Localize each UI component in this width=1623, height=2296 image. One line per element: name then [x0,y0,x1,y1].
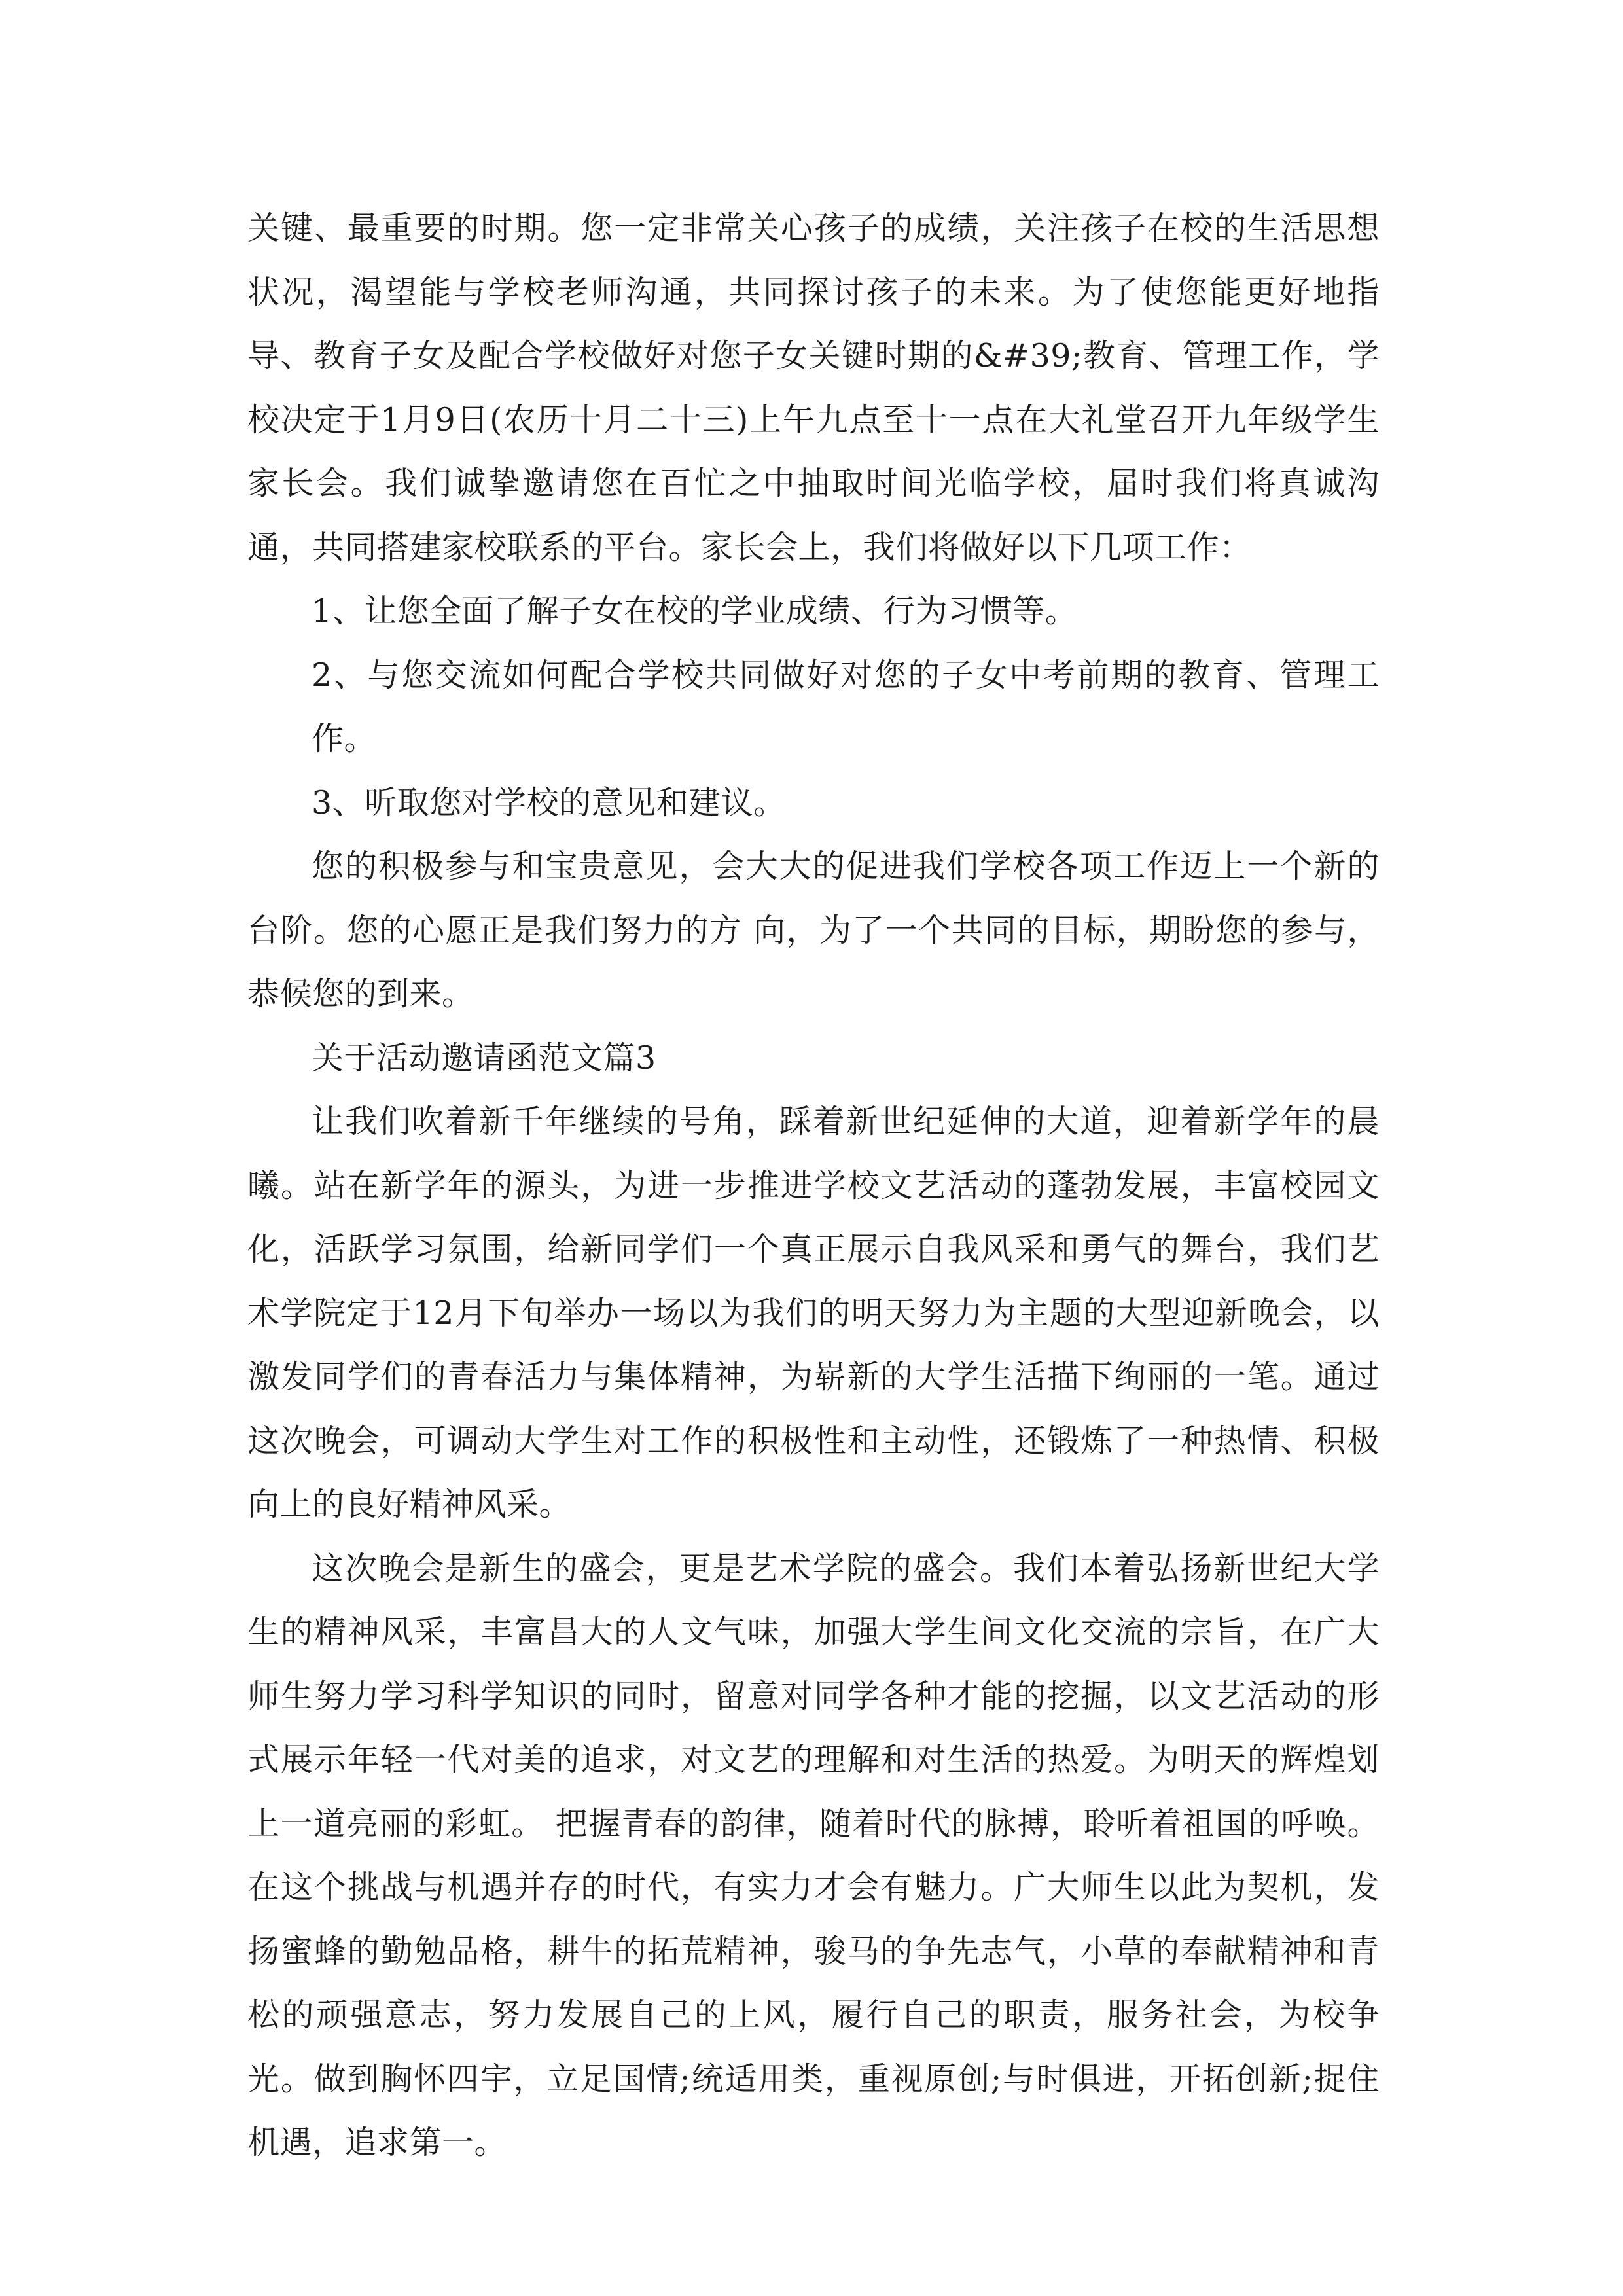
paragraph: 这次晚会是新生的盛会，更是艺术学院的盛会。我们本着弘扬新世纪大学生的精神风采，丰富昌大的人文气味，加强大学生间文化交流的宗旨，在广大师生努力学习科学知识的同时，留意对同学各种才能的挖掘，以文艺活动的形式展示年轻一代对美的追求，对文艺的理解和对生活的热爱。为明天的辉煌划上一道亮丽的彩虹。 把握青春的韵律，随着时代的脉搏，聆听着祖国的呼唤。在这个挑战与机遇并存的时代，有实力才会有魅力。广大师生以此为契机，发扬蜜蜂的勤勉品格，耕牛的拓荒精神，骏马的争先志气，小草的奉献精神和青松的顽强意志，努力发展自己的上风，履行自己的职责，服务社会，为校争光。做到胸怀四宇，立足国情;统适用类，重视原创;与时俱进，开拓创新;捉住机遇，追求第一。 [247,1549,1380,2161]
section-heading: 关于活动邀请函范文篇3 [312,1039,656,1077]
paragraph: 让我们吹着新千年继续的号角，踩着新世纪延伸的大道，迎着新学年的晨曦。站在新学年的源头，为进一步推进学校文艺活动的蓬勃发展，丰富校园文化，活跃学习氛围，给新同学们一个真正展示自我风采和勇气的舞台，我们艺术学院定于12月下旬举办一场以为我们的明天努力为主题的大型迎新晚会，以激发同学们的青春活力与集体精神，为崭新的大学生活描下绚丽的一笔。通过这次晚会，可调动大学生对工作的积极性和主动性，还锻炼了一种热情、积极向上的良好精神风采。 [247,1103,1380,1523]
list-item: 2、与您交流如何配合学校共同做好对您的子女中考前期的教育、管理工作。 [312,656,1380,757]
list-item: 3、听取您对学校的意见和建议。 [312,783,786,821]
document-body [247,196,1380,2175]
paragraph-continuation: 关键、最重要的时期。您一定非常关心孩子的成绩，关注孩子在校的生活思想状况，渴望能与学校老师沟通，共同探讨孩子的未来。为了使您能更好地指导、教育子女及配合学校做好对您子女关键时期的&#39;教育、管理工作，学校决定于1月9日(农历十月二十三)上午九点至十一点在大礼堂召开九年级学生家长会。我们诚挚邀请您在百忙之中抽取时间光临学校，届时我们将真诚沟通，共同搭建家校联系的平台。家长会上，我们将做好以下几项工作： [247,209,1380,566]
paragraph: 您的积极参与和宝贵意见，会大大的促进我们学校各项工作迈上一个新的台阶。您的心愿正是我们努力的方 向，为了一个共同的目标，期盼您的参与，恭候您的到来。 [247,848,1380,1013]
list-item: 1、让您全面了解子女在校的学业成绩、行为习惯等。 [312,592,1078,630]
